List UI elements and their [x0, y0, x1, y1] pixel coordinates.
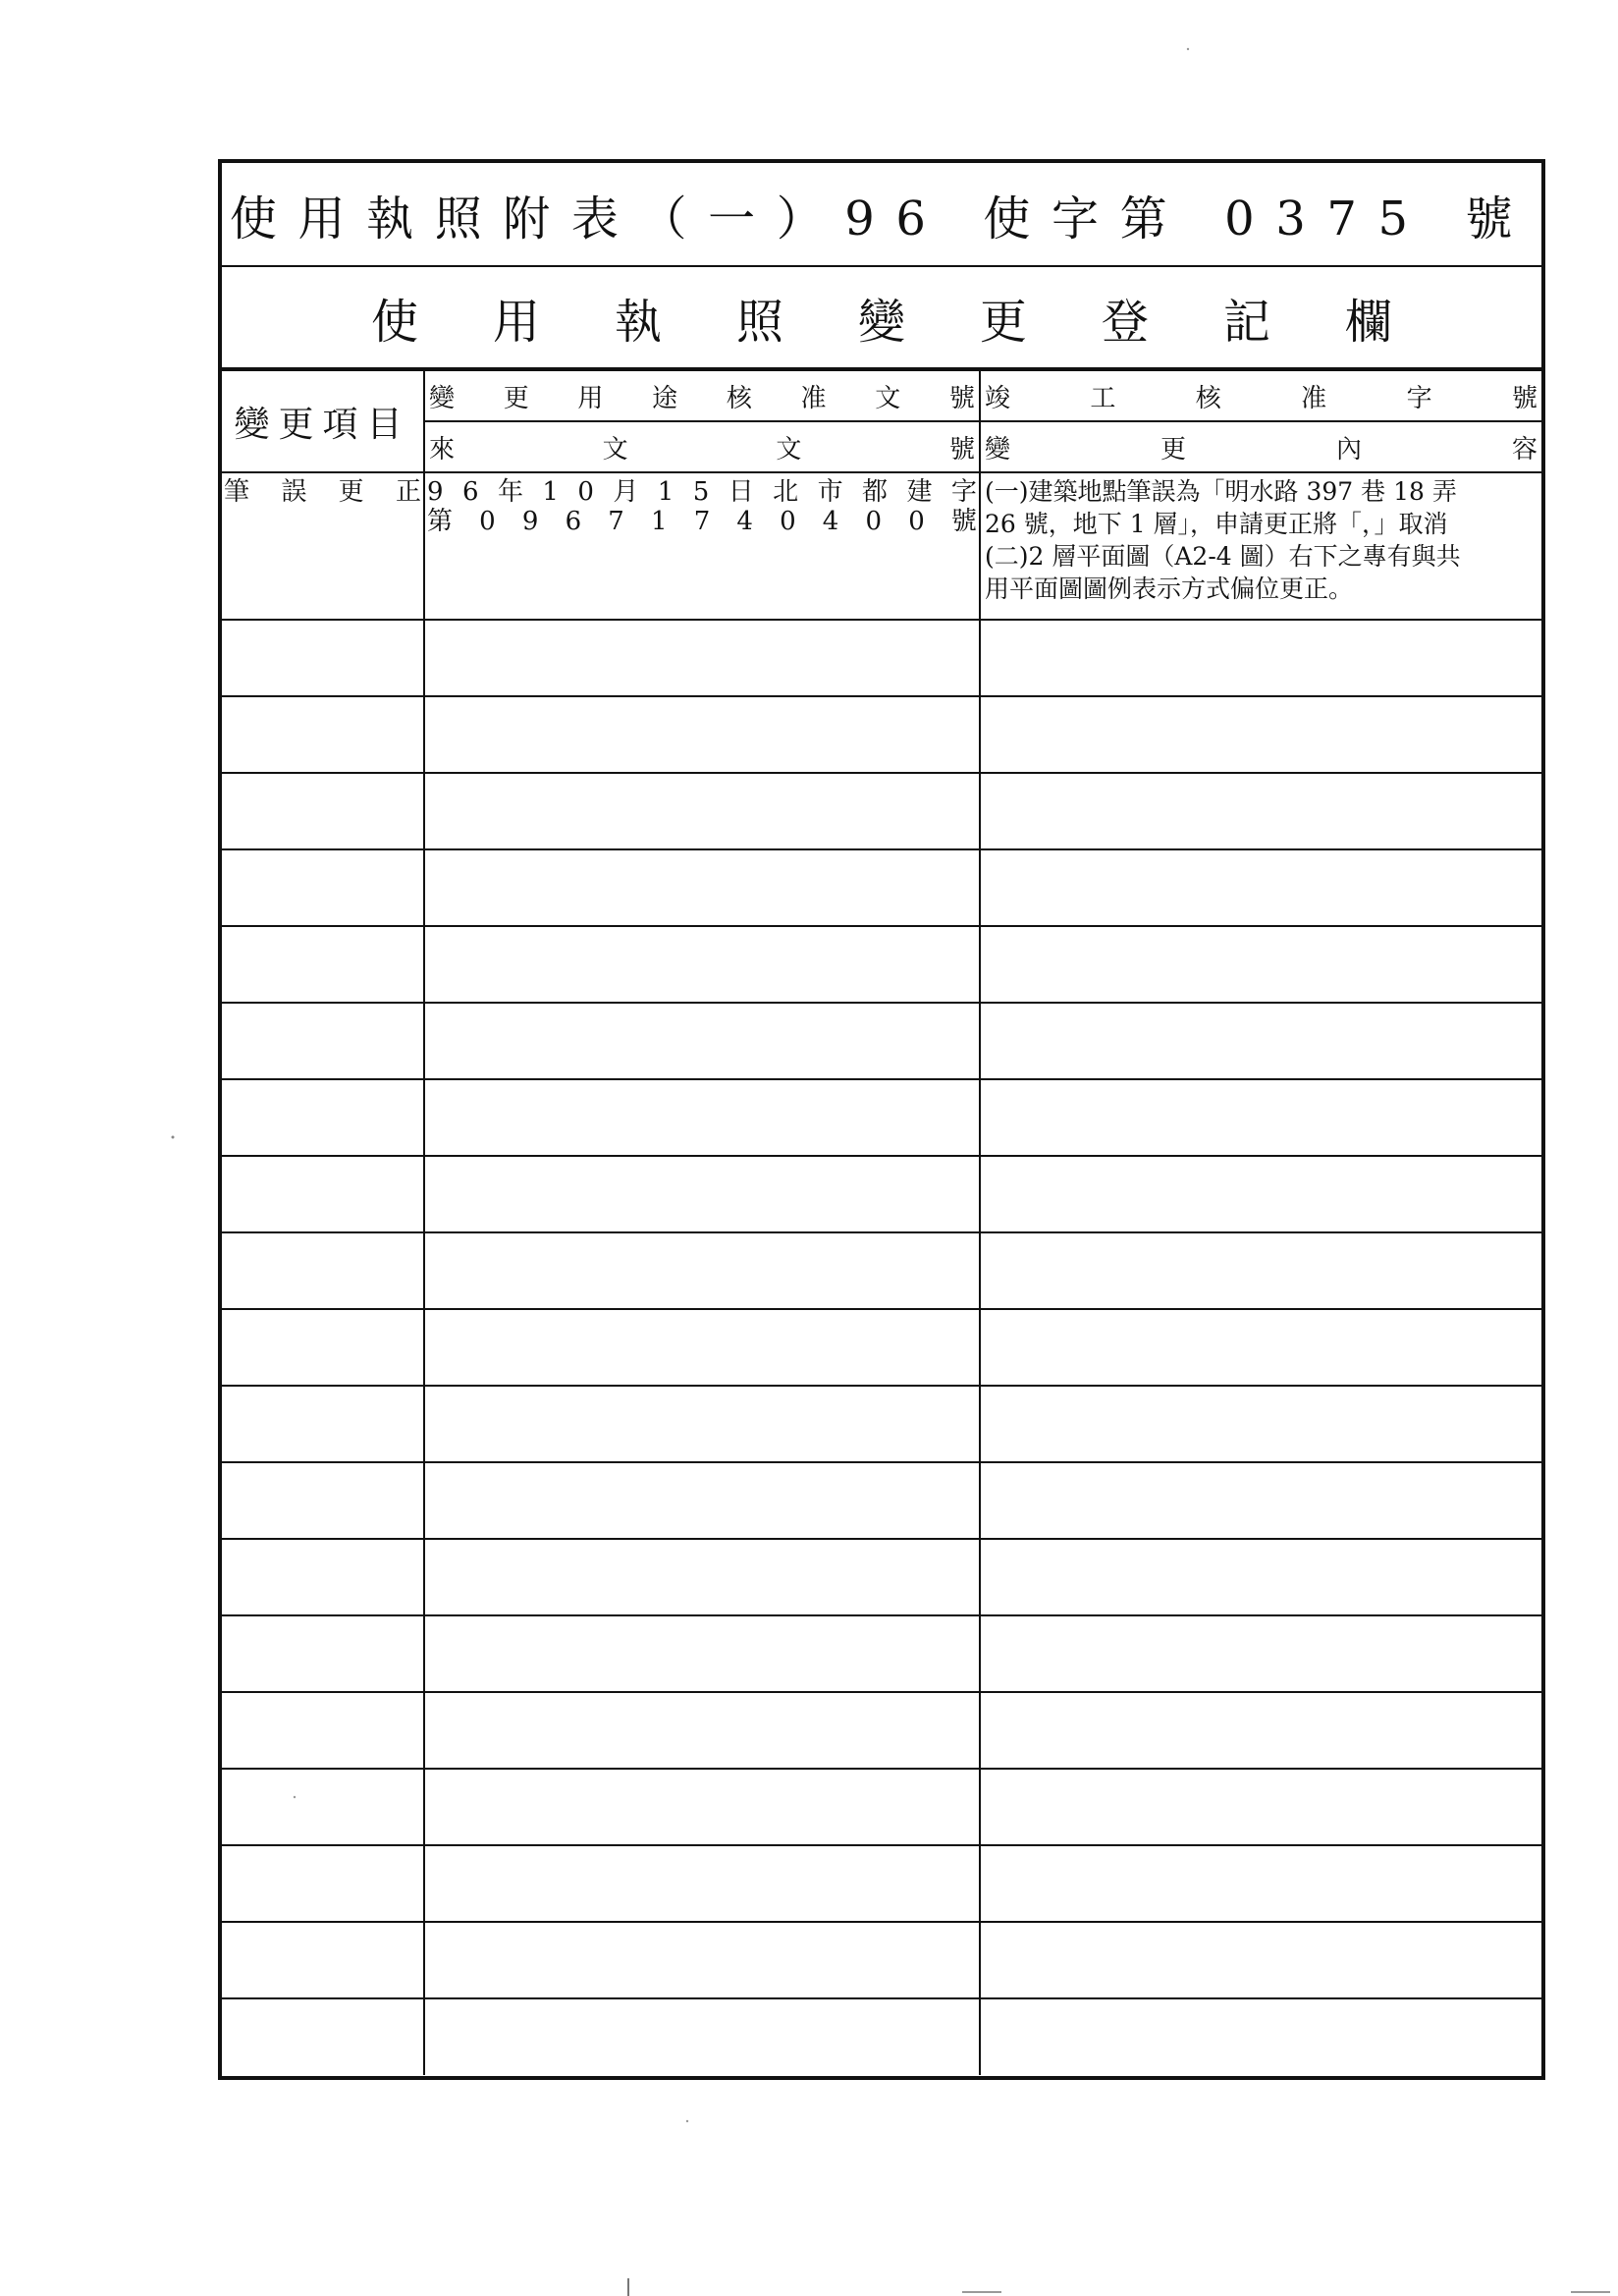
doc-no-char: 6	[461, 477, 479, 507]
change-content-cell	[980, 1386, 1541, 1462]
incoming-doc-cell	[424, 1156, 980, 1232]
header-char: 核	[1195, 383, 1221, 413]
section-heading-text	[371, 284, 1392, 352]
header-change-item: 變更項目	[222, 370, 424, 472]
empty-table-row	[222, 1462, 1541, 1539]
empty-table-row	[222, 1539, 1541, 1615]
header-char: 號	[948, 383, 975, 413]
change-item-cell	[222, 1462, 424, 1539]
doc-no-char: 年	[497, 477, 523, 507]
header-char: 更	[503, 383, 529, 413]
header-change-content	[980, 421, 1541, 472]
change-register-table	[222, 369, 1541, 2075]
change-item-char: 誤	[281, 477, 307, 507]
section-heading-char: 記	[1222, 294, 1270, 350]
document-title: 使用執照附表（一）96 使字第 0375 號	[222, 163, 1541, 267]
incoming-doc-cell	[424, 620, 980, 696]
empty-table-row	[222, 1615, 1541, 1692]
table-row	[222, 472, 1541, 620]
header-char: 工	[1090, 383, 1116, 413]
change-content-cell	[980, 1769, 1541, 1845]
section-heading-char: 使	[371, 294, 419, 350]
section-heading-char: 用	[492, 294, 540, 350]
header-char: 文	[776, 434, 802, 465]
license-attachment-form	[218, 159, 1545, 2080]
incoming-doc-cell	[424, 1998, 980, 2075]
doc-no-char: 市	[817, 477, 843, 507]
empty-table-row	[222, 620, 1541, 696]
change-item-cell	[222, 1232, 424, 1309]
header-char: 字	[1406, 383, 1432, 413]
doc-no-char: 日	[728, 477, 754, 507]
empty-table-row	[222, 1998, 1541, 2075]
change-content-cell	[980, 1003, 1541, 1079]
doc-no-char: 7	[693, 507, 711, 536]
header-char: 更	[1160, 434, 1186, 465]
section-heading-char: 執	[614, 294, 662, 350]
doc-no-char: 月	[613, 477, 639, 507]
empty-table-row	[222, 1922, 1541, 1998]
header-char: 文	[602, 434, 628, 465]
change-content-cell	[980, 1309, 1541, 1386]
change-item-cell	[222, 1309, 424, 1386]
doc-no-char: 0	[577, 477, 594, 507]
change-content-cell	[980, 1845, 1541, 1922]
incoming-doc-cell	[424, 1769, 980, 1845]
doc-no-char: 5	[692, 477, 710, 507]
incoming-doc-cell	[424, 1539, 980, 1615]
change-content-cell	[980, 1922, 1541, 1998]
change-content-cell	[980, 1232, 1541, 1309]
empty-table-row	[222, 926, 1541, 1003]
incoming-doc-cell	[424, 1462, 980, 1539]
change-item-cell	[222, 773, 424, 849]
header-row-top	[222, 370, 1541, 421]
change-item-cell	[222, 1998, 424, 2075]
incoming-doc-cell	[424, 1615, 980, 1692]
doc-no-char: 1	[650, 507, 668, 536]
change-content-line: (二)2 層平面圖（A2-4 圖）右下之專有與共	[985, 542, 1461, 571]
incoming-doc-cell	[424, 849, 980, 926]
doc-no-char: 北	[773, 477, 799, 507]
empty-table-row	[222, 1845, 1541, 1922]
change-item-cell	[222, 472, 424, 620]
header-char: 准	[1301, 383, 1327, 413]
header-incoming-doc-no	[424, 421, 980, 472]
doc-no-char: 4	[822, 507, 839, 536]
header-char: 用	[577, 383, 604, 413]
incoming-doc-cell	[424, 1845, 980, 1922]
empty-table-row	[222, 1079, 1541, 1156]
empty-table-row	[222, 1232, 1541, 1309]
change-item-cell	[222, 1003, 424, 1079]
change-content-line: 用平面圖圖例表示方式偏位更正。	[985, 574, 1354, 603]
doc-no-char: 0	[479, 507, 496, 536]
doc-no-char: 建	[906, 477, 933, 507]
empty-table-row	[222, 1003, 1541, 1079]
header-char: 變	[429, 383, 456, 413]
empty-table-row	[222, 1156, 1541, 1232]
section-heading	[222, 267, 1541, 369]
change-item-cell	[222, 620, 424, 696]
change-item-cell	[222, 1386, 424, 1462]
doc-no-char: 7	[608, 507, 624, 536]
change-item-char: 更	[338, 477, 364, 507]
section-heading-char: 登	[1101, 294, 1149, 350]
change-item-cell	[222, 849, 424, 926]
incoming-doc-cell	[424, 1309, 980, 1386]
header-char: 號	[1511, 383, 1537, 413]
header-char: 號	[948, 434, 975, 465]
doc-no-char: 6	[565, 507, 582, 536]
change-item-cell	[222, 1692, 424, 1769]
header-char: 內	[1335, 434, 1362, 465]
change-content-cell	[980, 1539, 1541, 1615]
empty-table-row	[222, 849, 1541, 926]
change-content-cell	[980, 926, 1541, 1003]
incoming-doc-cell	[424, 1692, 980, 1769]
empty-table-row	[222, 1692, 1541, 1769]
section-heading-char: 變	[857, 294, 905, 350]
doc-no-char: 1	[657, 477, 674, 507]
header-char: 途	[652, 383, 678, 413]
header-char: 來	[429, 434, 456, 465]
doc-no-char: 4	[736, 507, 753, 536]
incoming-doc-cell	[424, 1386, 980, 1462]
incoming-doc-cell	[424, 696, 980, 773]
empty-table-row	[222, 696, 1541, 773]
section-heading-char: 欄	[1344, 294, 1392, 350]
incoming-doc-cell	[424, 1232, 980, 1309]
change-item-cell	[222, 926, 424, 1003]
change-item-char: 筆	[224, 477, 250, 507]
incoming-doc-cell	[424, 773, 980, 849]
change-item-char: 正	[395, 477, 421, 507]
header-char: 容	[1511, 434, 1537, 465]
incoming-doc-cell	[424, 1003, 980, 1079]
change-content-cell	[980, 1079, 1541, 1156]
change-item-cell	[222, 1922, 424, 1998]
empty-table-row	[222, 1386, 1541, 1462]
section-heading-char: 照	[735, 294, 783, 350]
doc-no-char: 0	[865, 507, 883, 536]
change-content-cell	[980, 472, 1541, 620]
change-content-cell	[980, 1998, 1541, 2075]
change-content-cell	[980, 1156, 1541, 1232]
empty-table-row	[222, 1769, 1541, 1845]
header-approval-doc-no	[424, 370, 980, 421]
change-item-cell	[222, 1539, 424, 1615]
change-content-cell	[980, 1615, 1541, 1692]
change-content-cell	[980, 849, 1541, 926]
change-item-cell	[222, 696, 424, 773]
doc-no-char: 字	[950, 477, 977, 507]
change-content-cell	[980, 773, 1541, 849]
doc-no-char: 9	[521, 507, 539, 536]
doc-no-char: 9	[427, 477, 444, 507]
section-heading-char: 更	[979, 294, 1027, 350]
header-completion-approval-no	[980, 370, 1541, 421]
change-item-cell	[222, 1615, 424, 1692]
doc-no-char: 第	[427, 507, 454, 536]
change-content-cell	[980, 696, 1541, 773]
incoming-doc-cell	[424, 472, 980, 620]
empty-table-row	[222, 1309, 1541, 1386]
doc-no-char: 0	[780, 507, 796, 536]
header-char: 竣	[985, 383, 1011, 413]
empty-table-row	[222, 773, 1541, 849]
doc-no-char: 1	[542, 477, 559, 507]
header-char: 准	[800, 383, 827, 413]
change-content-line: 26 號，地下 1 層」，申請更正將「，」取消	[985, 510, 1448, 538]
change-content-line: (一)建築地點筆誤為「明水路 397 巷 18 弄	[985, 477, 1457, 506]
header-char: 文	[875, 383, 901, 413]
change-content-cell	[980, 1462, 1541, 1539]
incoming-doc-cell	[424, 1079, 980, 1156]
change-item-cell	[222, 1156, 424, 1232]
doc-no-char: 都	[862, 477, 889, 507]
incoming-doc-cell	[424, 926, 980, 1003]
header-char: 變	[985, 434, 1011, 465]
doc-no-char: 0	[908, 507, 925, 536]
incoming-doc-cell	[424, 1922, 980, 1998]
change-item-cell	[222, 1845, 424, 1922]
change-item-cell	[222, 1769, 424, 1845]
header-char: 核	[726, 383, 752, 413]
change-item-cell	[222, 1079, 424, 1156]
change-content-cell	[980, 1692, 1541, 1769]
doc-no-char: 號	[950, 507, 977, 536]
change-content-cell	[980, 620, 1541, 696]
